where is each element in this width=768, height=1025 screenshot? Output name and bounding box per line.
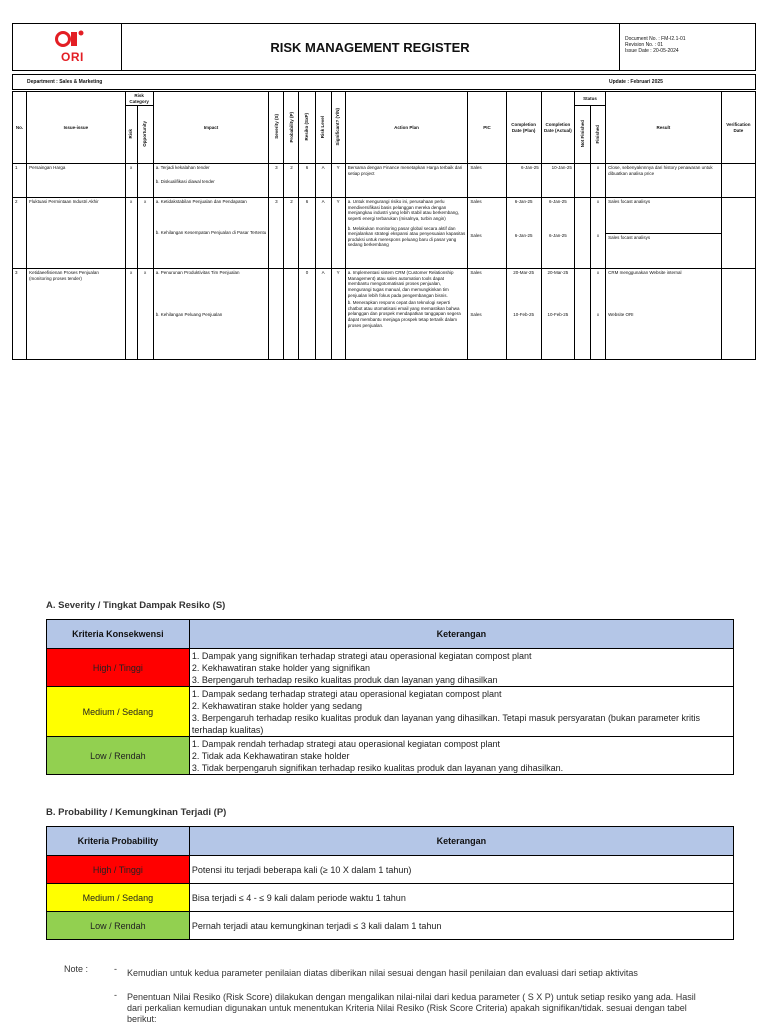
col-result: Result: [606, 92, 722, 164]
plan-date-b: 10-Feb-25: [513, 311, 535, 317]
probability-description-medium: Bisa terjadi ≤ 4 - ≤ 9 kali dalam periode waktu 1 tahun: [189, 884, 733, 912]
table-row: [47, 912, 734, 940]
col-severity: Severity (S): [273, 114, 279, 140]
severity-level-high: High / Tinggi: [47, 649, 190, 687]
resiko-value: 0: [299, 269, 315, 360]
issue-cell: Fluktuasi Permintaan Industri Akhir: [27, 198, 126, 269]
action-plan-b: b. Menerapkan respons cepat dan teknologi seperti chatbot atau otomatisasi email yang memastikan bahwa pelanggan dan prospek mendapatkan tanggapan segera dapat membantu menjaga prospek tetap tertarik dalam proses penjualan.: [347, 300, 461, 328]
actual-date-b: 10-Feb-25: [547, 311, 569, 317]
issue-date: Issue Date : 20-05-2024: [625, 48, 679, 55]
action-plan-b: b. Melakukan monitoring pasar global secara aktif dan menjalankan strategi ekspansi atau penyesuaian kapasitas produksi untuk merespons peluang baru di pasar yang sedang berkembang: [347, 225, 466, 248]
action-plan-a: a. Implementasi sistem CRM (Customer Relationship Management) atau sales automation tools dapat membantu mengotomatisasi proses penjualan, mengurangi tugas manual, dan memungkinkan tim penjualan lebih fokus pada pengembangan bisnis.: [347, 270, 454, 298]
severity-value: 3: [269, 164, 284, 198]
severity-col-description: Keterangan: [189, 620, 733, 649]
severity-col-criteria: Kriteria Konsekwensi: [47, 620, 190, 649]
table-row: [47, 737, 734, 775]
plan-date-a: 6-Jan-25: [514, 199, 533, 205]
col-pic: PIC: [468, 92, 506, 164]
company-logo: [13, 24, 122, 70]
result-b: Website ORI: [608, 311, 634, 317]
risk-mark: x: [125, 269, 137, 360]
page-title: RISK MANAGEMENT REGISTER: [121, 24, 620, 70]
issue-cell: Ketidaeefisienan Proses Penjualan (monitoring proses tender): [27, 269, 126, 360]
revision-number: Revision No. : 01: [625, 42, 664, 49]
severity-value: 3: [269, 198, 284, 269]
col-risk-category: Risk Category: [125, 92, 153, 106]
description-line: 1. Dampak yang signifikan terhadap strategi atau operasional kegiatan compost plant: [191, 650, 532, 661]
result-cell: [606, 198, 722, 269]
finished-mark-b: x: [596, 311, 600, 317]
description-line: 2. Tidak ada Kekhawatiran stake holder: [191, 750, 350, 761]
actual-date-cell: [541, 269, 574, 360]
table-row: [13, 198, 756, 269]
col-action-plan: Action Plan: [345, 92, 468, 164]
note-bullet: -: [114, 990, 117, 1000]
probability-level-high: High / Tinggi: [47, 856, 190, 884]
col-risk: Risk: [128, 129, 134, 139]
severity-criteria-table: [46, 619, 734, 775]
table-row: [13, 164, 756, 198]
action-plan-a: a. Untuk mengurangi risiko ini, perusahaan perlu mendiversifikasi basis pelanggan mereka dengan menjangkau industri yang lebih stabil atau berkembang, seperti energi terbarukan (misalnya, turbin angin): [347, 199, 460, 221]
probability-section-title: B. Probability / Kemungkinan Terjadi (P): [46, 807, 227, 818]
risk-mark: x: [125, 164, 137, 198]
severity-value: [269, 269, 284, 360]
finished-mark-a: x: [596, 199, 600, 205]
finished-mark-b: x: [596, 232, 600, 238]
row-number: 1: [13, 164, 27, 198]
department-row: [12, 74, 756, 90]
significant-value: Y: [331, 164, 345, 198]
col-completion-actual: Completion Date (Actual): [541, 92, 574, 164]
document-header: [12, 23, 756, 71]
col-opportunity: Opportunity: [142, 121, 148, 147]
result-a: Sales focast analisys: [606, 198, 721, 234]
issue-cell: Persaingan Harga: [27, 164, 126, 198]
col-probability: Probability (P): [288, 111, 294, 143]
col-status: Status: [574, 92, 605, 106]
impact-a: a. Ketidakstabilan Penjualan dan Pendapatan: [155, 199, 247, 205]
row-number: 3: [13, 269, 27, 360]
probability-criteria-table: [46, 826, 734, 940]
severity-description-high: [189, 649, 733, 687]
table-row: [47, 687, 734, 737]
action-plan-cell: Bersama dengan Finance menetapkan Harga terbaik dari setiap project: [345, 164, 468, 198]
probability-value: 2: [284, 164, 299, 198]
col-not-finished: Not Finished: [579, 120, 585, 148]
resiko-value: 6: [299, 164, 315, 198]
description-line: 2. Kekhawatiran stake holder yang sedang: [191, 700, 362, 711]
opportunity-mark: x: [137, 269, 153, 360]
table-row: [47, 856, 734, 884]
actual-date-cell: [541, 198, 574, 269]
description-line: 3. Berpengaruh terhadap resiko kualitas produk dan layanan yang dihasilkan: [191, 674, 498, 685]
plan-date: 6-Jan-25: [506, 164, 541, 198]
result-cell: [606, 269, 722, 360]
actual-date-a: 6-Jan-25: [548, 199, 567, 205]
col-issue: Issue-issue: [27, 92, 126, 164]
plan-date-cell: [506, 198, 541, 269]
col-no: No.: [13, 92, 27, 164]
row-number: 2: [13, 198, 27, 269]
severity-level-medium: Medium / Sedang: [47, 687, 190, 737]
significant-value: Y: [331, 198, 345, 269]
col-verification: Verification Date: [721, 92, 755, 164]
pic-cell: Sales: [468, 164, 506, 198]
pic-b: Sales: [470, 311, 482, 317]
logo-text: ORI: [61, 50, 84, 64]
significant-value: Y: [331, 269, 345, 360]
table-row: [47, 649, 734, 687]
plan-date-cell: [506, 269, 541, 360]
col-risk-level: Risk Level: [320, 115, 326, 138]
pic-cell: [468, 198, 506, 269]
pic-b: Sales: [470, 232, 482, 238]
impact-b: b. Diskualifikasi diawal tender: [155, 178, 215, 184]
finished-cell: [591, 198, 606, 269]
opportunity-mark: x: [137, 198, 153, 269]
pic-a: Sales: [470, 199, 482, 205]
risk-level-value: A: [315, 164, 331, 198]
note-item: Kemudian untuk kedua parameter penilaian diatas diberikan nilai sesuai dengan hasil penilaian dan evaluasi dari setiap aktivitas: [127, 968, 638, 978]
impact-a: a. Penurunan Produktivitas Tim Penjualan: [155, 270, 240, 276]
document-number: Document No. : FM-I2.1-01: [625, 36, 686, 42]
action-plan-cell: [345, 198, 468, 269]
actual-date: 10-Jan-25: [541, 164, 574, 198]
description-line: 3. Tidak berpengaruh signifikan terhadap resiko kualitas produk dan layanan yang dihasilkan.: [191, 762, 564, 773]
table-row: [47, 884, 734, 912]
probability-col-description: Keterangan: [189, 827, 733, 856]
pic-cell: [468, 269, 506, 360]
description-line: 1. Dampak sedang terhadap strategi atau operasional kegiatan compost plant: [191, 688, 502, 699]
col-significant: Significant? (Y/N): [335, 108, 341, 146]
impact-b: b. Kehilangan Peluang Penjualan: [155, 311, 223, 317]
risk-level-value: A: [315, 198, 331, 269]
risk-mark: x: [125, 198, 137, 269]
note-item: Penentuan Nilai Resiko (Risk Score) dilakukan dengan mengalikan nilai-nilai dari kedua parameter ( S X P) untuk setiap resiko yang ada. Hasil dari perkalian kemudian digunakan untuk menentukan Kriteria Nilai Resiko (Risk Score Criteria) apakah signifikan/tidak. sesuai dengan tabel berikut:: [127, 992, 696, 1024]
result-cell: Close, sebenyaknnnya dari history penawaran untuk dibuatkan analisa price: [606, 164, 722, 198]
update-label: Update : Februari 2025: [609, 79, 663, 85]
severity-section-title: A. Severity / Tingkat Dampak Resiko (S): [46, 600, 226, 611]
result-b: Sales focast analisys: [608, 235, 651, 241]
actual-date-b: 6-Jan-25: [548, 232, 567, 238]
note-bullet: -: [114, 964, 117, 974]
finished-mark-a: x: [596, 270, 600, 276]
col-impact: Impact: [153, 92, 269, 164]
finished-cell: [591, 269, 606, 360]
document-info: [625, 36, 686, 55]
impact-cell: [153, 198, 269, 269]
col-resiko: Resiko (SxP): [304, 113, 310, 141]
severity-description-medium: [189, 687, 733, 737]
note-label: Note :: [64, 964, 89, 974]
description-line: 1. Dampak rendah terhadap strategi atau operasional kegiatan compost plant: [191, 738, 501, 749]
department-label: Department : Sales & Marketing: [27, 79, 103, 85]
impact-b: b. Kehilangan Kesempatan Penjualan di Pasar Tertentu: [155, 229, 267, 235]
action-plan-cell: [345, 269, 468, 360]
table-row: [13, 269, 756, 360]
probability-value: [284, 269, 299, 360]
risk-level-value: A: [315, 269, 331, 360]
plan-date-a: 20-Mar-25: [513, 270, 535, 276]
col-completion-plan: Completion Date (Plan): [506, 92, 541, 164]
impact-a: a. Terjadi kekalahan tender: [155, 165, 210, 171]
col-finished: Finished: [595, 124, 601, 144]
probability-col-criteria: Kriteria Probability: [47, 827, 190, 856]
severity-description-low: [189, 737, 733, 775]
probability-description-low: Pernah terjadi atau kemungkinan terjadi ≤ 3 kali dalam 1 tahun: [189, 912, 733, 940]
risk-register-table: [12, 91, 756, 360]
probability-level-low: Low / Rendah: [47, 912, 190, 940]
impact-cell: [153, 269, 269, 360]
plan-date-b: 6-Jan-25: [514, 232, 533, 238]
probability-level-medium: Medium / Sedang: [47, 884, 190, 912]
actual-date-a: 20-Mar-25: [547, 270, 569, 276]
description-line: 3. Berpengaruh terhadap resiko kualitas produk dan layanan yang dihasilkan. Tetapi masuk persyaratan (bukan parameter kritis terhadap kualitas): [191, 712, 700, 735]
description-line: 2. Kekhawatiran stake holder yang signifikan: [191, 662, 370, 673]
probability-value: 2: [284, 198, 299, 269]
opportunity-mark: [137, 164, 153, 198]
finished-mark: x: [591, 164, 606, 198]
impact-cell: [153, 164, 269, 198]
probability-description-high: Potensi itu terjadi beberapa kali (≥ 10 X dalam 1 tahun): [189, 856, 733, 884]
resiko-value: 6: [299, 198, 315, 269]
pic-a: Sales: [470, 270, 482, 276]
result-a: CRM menggunakan Website internal: [608, 270, 682, 276]
severity-level-low: Low / Rendah: [47, 737, 190, 775]
